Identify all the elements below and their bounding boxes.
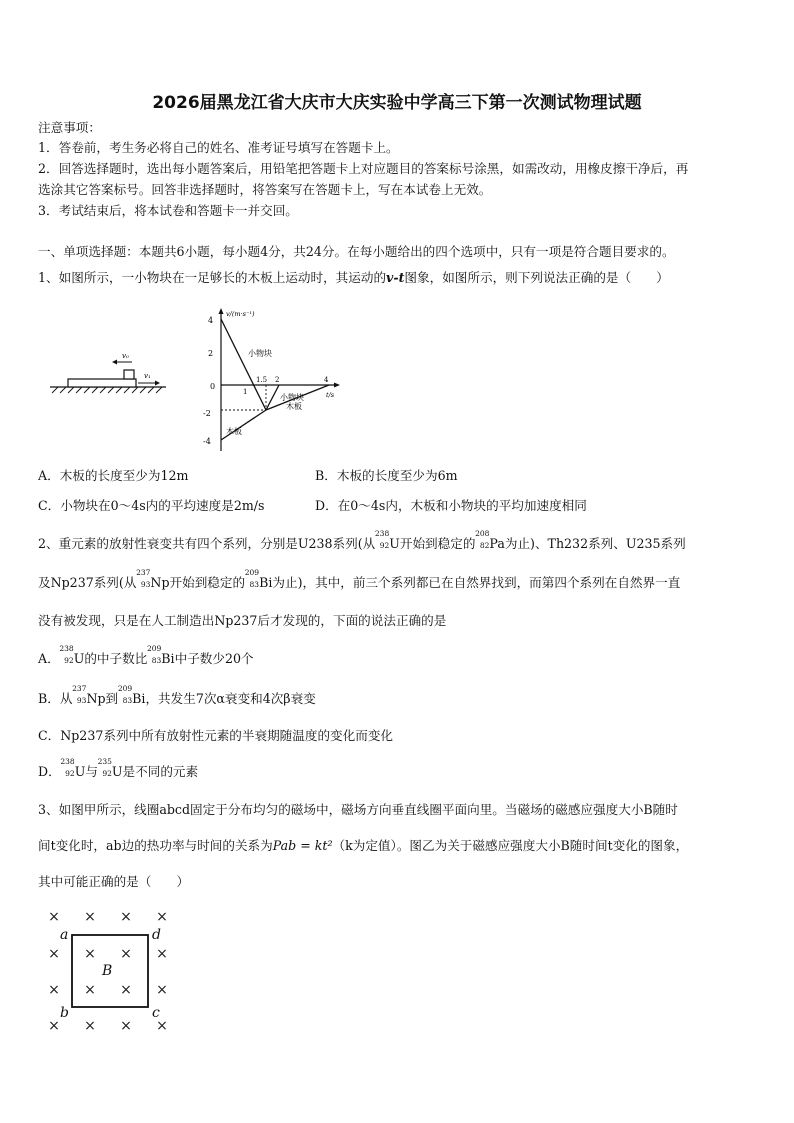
q2-line-2: [38, 568, 760, 592]
q2-option-d[interactable]: [38, 757, 199, 781]
mass-number: 209: [146, 644, 162, 653]
nuclide-u238: [374, 529, 390, 550]
field-cross: ×: [156, 1018, 168, 1034]
block-label-2: 小物块: [280, 393, 304, 402]
option-text: 是不同的元素: [122, 764, 199, 779]
page-title: 2026届黑龙江省大庆市大庆实验中学高三下第一次测试物理试题: [152, 93, 642, 113]
field-cross: ×: [48, 1018, 60, 1034]
option-text: 到: [105, 691, 119, 706]
atomic-number: 82: [479, 541, 490, 550]
mass-number: 209: [117, 684, 133, 693]
atomic-number: 93: [140, 580, 151, 589]
q3-formula: Pab = kt²: [272, 838, 333, 853]
q2-text: 开始到稳定的: [399, 536, 476, 551]
field-cross: ×: [48, 909, 60, 925]
notice-heading: 注意事项：: [38, 120, 101, 135]
option-text: D．: [38, 764, 61, 779]
q1-stem-text-a: 1、如图所示，一小物块在一足够长的木板上运动时，其运动的: [38, 270, 387, 285]
element-symbol: Bi: [161, 651, 175, 666]
q1-option-a[interactable]: A．木板的长度至少为12m: [38, 468, 189, 483]
mass-number: 238: [59, 644, 74, 653]
atomic-number: 92: [64, 656, 74, 665]
x-tick-4: 4: [324, 376, 329, 384]
y-tick-4: 4: [208, 316, 214, 325]
y-tick-m4: -4: [203, 437, 211, 446]
option-text: ，共发生7次α衰变和4次β衰变: [145, 691, 316, 706]
board-label: 木板: [286, 402, 302, 411]
q2-text: 开始到稳定的: [169, 575, 246, 590]
mass-number: 238: [60, 757, 75, 766]
atomic-number: 92: [65, 769, 75, 778]
q2-line-3: 没有被发现，只是在人工制造出Np237后才发现的，下面的说法正确的是: [38, 613, 447, 628]
nuclide-np237: [136, 568, 151, 589]
field-cross: ×: [120, 982, 132, 998]
x-axis-label: t/s: [326, 391, 335, 399]
q2-line-1: [38, 529, 760, 553]
field-cross: ×: [156, 982, 168, 998]
atomic-number: 83: [249, 580, 260, 589]
field-cross: ×: [156, 909, 168, 925]
notice-item-3: 3．考试结束后，将本试卷和答题卡一并交回。: [38, 203, 298, 218]
mass-number: 208: [475, 529, 490, 538]
option-text: 中子数少20个: [174, 651, 254, 666]
q2-text: 2、重元素的放射性衰变共有四个系列，分别是U238系列(从: [38, 536, 376, 551]
corner-a: a: [60, 927, 69, 943]
element-symbol: U: [389, 536, 400, 551]
q1-vt-graph: [196, 306, 356, 456]
q2-text: 及Np237系列(从: [38, 575, 137, 590]
mass-number: 237: [136, 568, 151, 577]
corner-c: c: [152, 1005, 160, 1021]
board-label-2: 木板: [226, 427, 242, 436]
q3-text: 间t变化时，ab边的热功率与时间的关系为: [38, 838, 273, 853]
nuclide-u238: [59, 644, 74, 665]
y-axis-label: v/(m·s⁻¹): [226, 310, 255, 318]
q3-coil-figure: [40, 905, 180, 1035]
q1-option-c[interactable]: C．小物块在0～4s内的平均速度是2m/s: [38, 498, 265, 513]
field-cross: ×: [156, 946, 168, 962]
q2-option-b[interactable]: [38, 684, 316, 708]
element-symbol: Bi: [259, 575, 273, 590]
q2-option-a[interactable]: [38, 644, 254, 668]
element-symbol: Bi: [132, 691, 146, 706]
corner-b: b: [60, 1005, 69, 1021]
atomic-number: 92: [102, 769, 112, 778]
atomic-number: 83: [122, 696, 133, 705]
field-label-b: B: [102, 963, 113, 979]
block-label: 小物块: [248, 349, 272, 358]
q1-v0-label: v₀: [122, 352, 129, 360]
y-tick-m2: -2: [203, 409, 211, 418]
nuclide-bi209: [146, 644, 162, 665]
option-text: B．从: [38, 691, 73, 706]
nuclide-u238: [60, 757, 75, 778]
field-cross: ×: [48, 982, 60, 998]
element-symbol: Pa: [489, 536, 505, 551]
field-cross: ×: [84, 946, 96, 962]
q1-option-d[interactable]: D．在0～4s内，木板和小物块的平均加速度相同: [315, 498, 587, 513]
element-symbol: U: [74, 764, 86, 779]
field-cross: ×: [84, 1018, 96, 1034]
mass-number: 235: [97, 757, 112, 766]
field-cross: ×: [120, 1018, 132, 1034]
notice-item-2: 2．回答选择题时，选出每小题答案后，用铅笔把答题卡上对应题目的答案标号涂黑，如需改动，用橡皮擦干净后，再: [38, 161, 689, 176]
y-tick-0: 0: [210, 382, 216, 391]
nuclide-bi209: [244, 568, 260, 589]
q1-stem-text-b: 图象，如图所示，则下列说法正确的是（ ）: [404, 270, 669, 285]
x-tick-2: 2: [275, 376, 280, 384]
nuclide-np237: [72, 684, 87, 705]
mass-number: 238: [374, 529, 390, 538]
field-cross: ×: [84, 909, 96, 925]
atomic-number: 93: [76, 696, 87, 705]
notice-item-2-cont: 选涂其它答案标号。回答非选择题时，将答案写在答题卡上，写在本试卷上无效。: [38, 182, 492, 197]
q1-block-board-figure: [40, 345, 170, 400]
element-symbol: Np: [150, 575, 170, 590]
nuclide-pa208: [475, 529, 490, 550]
element-symbol: U: [73, 651, 85, 666]
atomic-number: 92: [379, 541, 390, 550]
q2-option-c[interactable]: C．Np237系列中所有放射性元素的半衰期随温度的变化而变化: [38, 728, 394, 743]
q3-text: （k为定值）。图乙为关于磁感应强度大小B随时间t变化的图象，: [332, 838, 689, 853]
q2-text: 为止)、Th232系列、U235系列: [504, 536, 686, 551]
block-line: [221, 319, 266, 410]
x-tick-1-5: 1.5: [256, 376, 268, 384]
corner-d: d: [152, 927, 161, 943]
q1-stem-vt: v-t: [386, 270, 405, 285]
field-cross: ×: [120, 909, 132, 925]
x-tick-1: 1: [243, 388, 248, 396]
option-text: 的中子数比: [84, 651, 148, 666]
field-cross: ×: [48, 946, 60, 962]
element-symbol: Np: [86, 691, 106, 706]
atomic-number: 83: [151, 656, 162, 665]
q3-line-2: [38, 837, 760, 855]
option-text: A．: [38, 651, 60, 666]
notice-item-1: 1．答卷前，考生务必将自己的姓名、准考证号填写在答题卡上。: [38, 140, 399, 155]
nuclide-u235: [97, 757, 112, 778]
q3-line-3: 其中可能正确的是（ ）: [38, 874, 190, 889]
y-tick-2: 2: [208, 349, 214, 358]
q1-v1-label: v₁: [144, 372, 151, 380]
element-symbol: U: [111, 764, 123, 779]
mass-number: 209: [244, 568, 260, 577]
field-cross: ×: [120, 946, 132, 962]
q1-stem: [38, 269, 760, 287]
section-heading: 一、单项选择题：本题共6小题，每小题4分，共24分。在每小题给出的四个选项中，只有一项是符合题目要求的。: [38, 244, 675, 259]
q3-line-1: 3、如图甲所示，线圈abcd固定于分布均匀的磁场中，磁场方向垂直线圈平面向里。当磁场的磁感应强度大小B随时: [38, 802, 678, 817]
field-cross: ×: [84, 982, 96, 998]
option-text: 与: [85, 764, 98, 779]
mass-number: 237: [72, 684, 87, 693]
nuclide-bi209: [117, 684, 133, 705]
q2-text: 为止)，其中，前三个系列都已在自然界找到，而第四个系列在自然界一直: [272, 575, 681, 590]
q1-option-b[interactable]: B．木板的长度至少为6m: [315, 468, 458, 483]
